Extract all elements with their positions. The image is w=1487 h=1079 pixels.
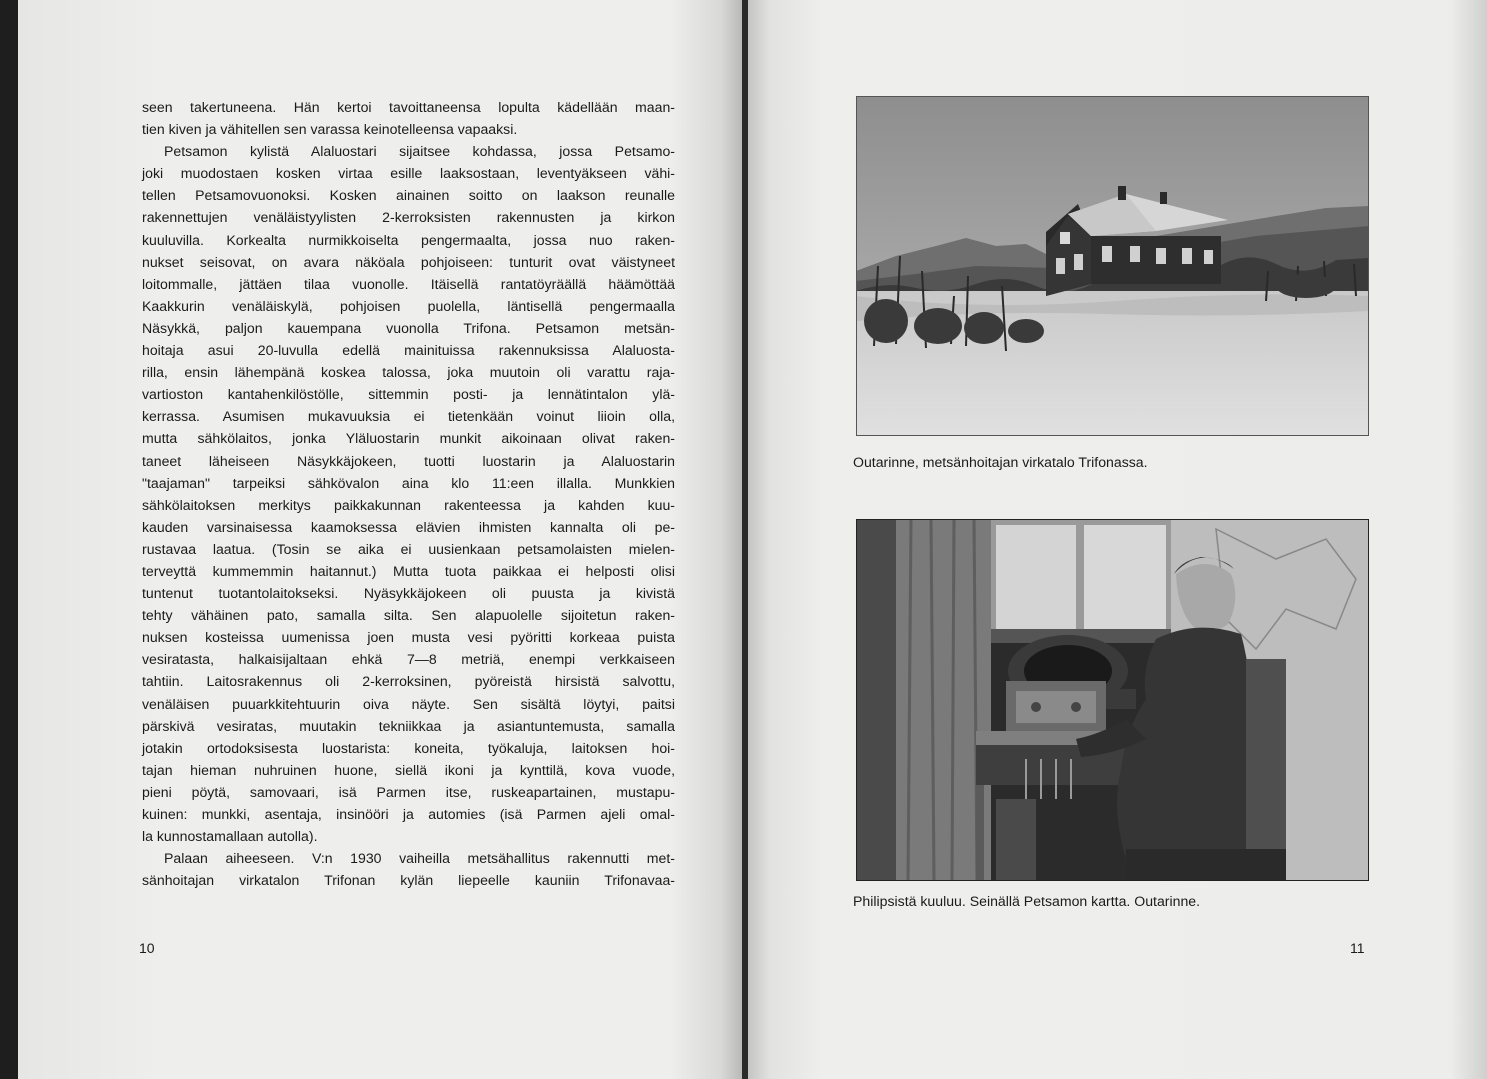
text-line: tellen Petsamovuonoksi. Kosken ainainen soitto on laakson reunalle [142,187,675,204]
text-line: tien kiven ja vähitellen sen varassa keinotelleensa vapaaksi. [142,121,518,138]
text-line: mutta sähkölaitos, jonka Yläluostarin munkit aikoinaan olivat raken- [142,430,675,447]
text-line: jotakin ortodoksisesta luostarista: koneita, työkaluja, laitoksen hoi- [142,739,675,756]
text-line: kerrassa. Asumisen mukavuuksia ei tietenkään voinut liioin olla, [142,408,675,425]
text-line: Kaakkurin venäläiskylä, pohjoisen puolella, läntisellä pengermaalla [142,297,675,314]
text-line: rakennettujen venäläistyylisten 2-kerroksisten rakennusten ja kirkon [142,209,675,226]
text-line: Petsamon kylistä Alaluostari sijaitsee kohdassa, jossa Petsamo- [164,143,675,160]
left-page [18,0,742,1079]
text-line: seen takertuneena. Hän kertoi tavoittaneensa lopulta kädellään maan- [142,99,675,115]
text-line: sänhoitajan virkatalon Trifonan kylän liepeelle kauniin Trifonavaa- [142,872,675,889]
text-line: la kunnostamallaan autolla). [142,828,318,845]
text-line: nukset seisovat, on avara näköala pohjoiseen: tunturit ovat väistyneet [142,253,675,270]
text-line: vartioston kantahenkilöstölle, sittemmin posti- ja lennätintalon ylä- [142,386,675,403]
text-line: vesiratasta, halkaisijaltaan ehkä 7—8 metriä, enempi verkkaiseen [142,651,675,668]
text-line: tuntenut tuotantolaitokseksi. Nyäsykkäjokeen oli puusta ja kivistä [142,585,675,602]
body-text [142,96,675,891]
text-line: rustavaa laatua. (Tosin se aika ei uusienkaan petsamolaisten mielen- [142,540,675,557]
photo-house [856,96,1369,436]
text-line: nuksen kosteissa uumenissa joen musta vesi pyöritti korkeaa puista [142,629,675,646]
text-line: kuinen: munkki, asentaja, insinööri ja automies (isä Parmen ajeli omal- [142,806,675,822]
text-line: Palaan aiheeseen. V:n 1930 vaiheilla metsähallitus rakennutti met- [164,850,675,867]
text-line: hoitaja asui 20-luvulla edellä mainituissa rakennuksissa Alaluosta- [142,342,675,359]
text-line: terveyttä kummemmin haitannut.) Mutta tuota paikkaa ei helposti olisi [142,562,675,579]
text-line: kuuluvilla. Korkealta nurmikkoiselta pengermaalta, jossa nuo raken- [142,231,675,248]
photo-caption-radio: Philipsistä kuuluu. Seinällä Petsamon kartta. Outarinne. [853,893,1201,909]
text-line: sähkölaitoksen merkitys paikkakunnan rakenteessa ja kahden kuu- [142,496,675,513]
page-number: 11 [1350,940,1365,956]
text-line: loitommalle, jättäen tilaa vuonolle. Itäisellä rantatöyräällä häämöttää [142,275,675,292]
text-line: venäläisen puuarkkitehtuurin oiva näyte. Sen sisältä löytyi, paitsi [142,695,675,712]
text-line: rilla, ensin lähempänä koskea talossa, joka muutoin oli varattu raja- [142,364,675,381]
text-line: pieni pöytä, samovaari, isä Parmen itse, ruskeapartainen, mustapu- [142,783,675,800]
photo-radio-room [856,519,1369,881]
text-line: tajan hieman nuhruinen huone, siellä ikoni ja kynttilä, kova vuode, [142,761,675,778]
right-page [748,0,1487,1079]
text-line: tahtiin. Laitosrakennus oli 2-kerroksinen, pyöreistä hirsistä salvottu, [142,673,675,690]
page-number: 10 [139,940,155,956]
text-line: "taajaman" tarpeiksi sähkövalon aina klo 11:een illalla. Munkkien [142,474,675,491]
text-line: Näsykkä, paljon kauempana vuonolla Trifona. Petsamon metsän- [142,319,675,336]
text-line: kauden varsinaisessa kaamoksessa elävien ihmisten kannalta oli pe- [142,518,675,535]
text-line: joki muodostaen kosken virtaa esille laaksostaan, leventyäkseen vähi- [142,165,675,182]
text-line: tehty vähäinen pato, samalla silta. Sen alapuolelle sijoitetun raken- [142,607,675,624]
text-line: pärskivä vesiratas, muutakin tekniikkaa ja asiantuntemusta, samalla [142,717,675,734]
text-line: taneet läheiseen Näsykkäjokeen, tuotti luostarin ja Alaluostarin [142,452,675,469]
photo-caption-house: Outarinne, metsänhoitajan virkatalo Trifonassa. [853,454,1148,470]
